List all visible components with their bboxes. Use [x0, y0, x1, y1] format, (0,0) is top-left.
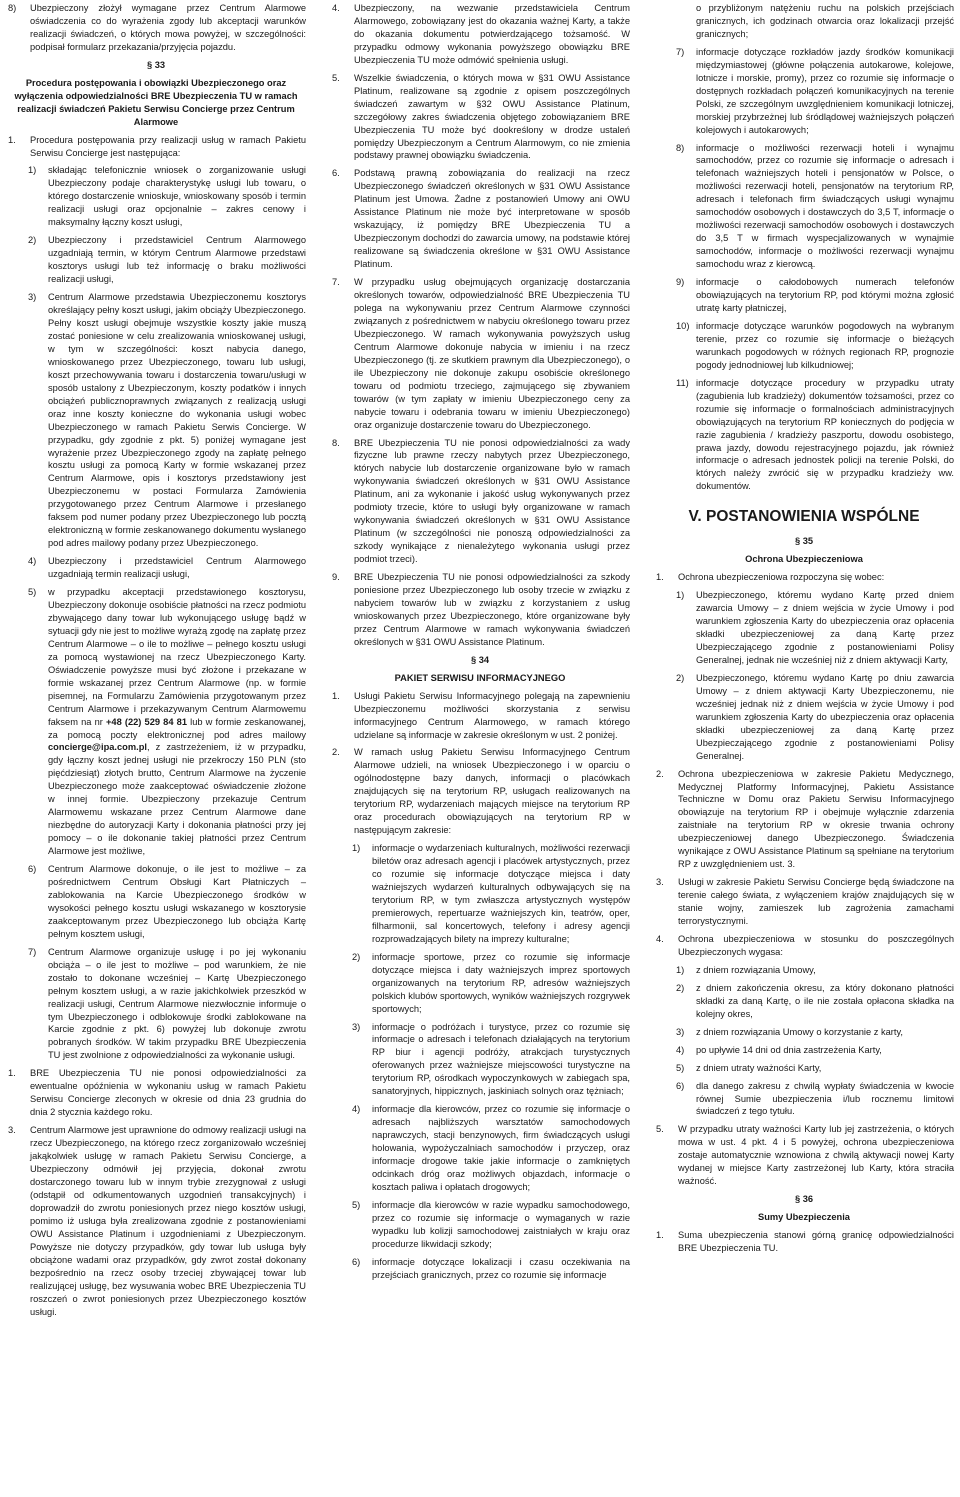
- sub-item: [654, 1062, 954, 1075]
- sub-text: informacje o całodobowych numerach telefonów obowiązujących na terytorium RP, pod którymi można zgłosić utratę karty płatniczej,: [696, 277, 954, 313]
- item-text: Centrum Alarmowe jest uprawnione do odmowy realizacji usługi na rzecz Ubezpieczonego, na którego rzecz zorganizowało wcześniej jakąkolwiek usługę w ramach Pakietu Serwisu Concierge, a Ubezpieczony odmówił jej przyjęcia, dokonał zwrotu dostarczonego towaru lub w innym trybie zrezygnował z usługi (odstąpił od odkumentowanych uzgodnień transakcyjnych) i doprowadził do zwrotu poniesionych przez niego kosztów usługi, pomimo iż usługa była zrealizowana zgodnie z postanowieniami OWU Assistance Platinum i uzgodnieniami z Ubezpieczonym. Powyższe nie dotyczy przypadków, gdy towar lub usługa były obciążone wadami oraz przypadków, gdy zwrot został dokonany bezpośrednio na rzecz osoby trzeciej zbywającej towar lub realizującej usługę, bez wysuwania wobec BRE Ubezpieczenia TU roszczeń o zwrot poniesionych przez Ubezpieczonego kosztów usługi.: [30, 1125, 306, 1317]
- item-number: 1.: [8, 134, 16, 145]
- sub-text: informacje sportowe, przez co rozumie się informacje dotyczące miejsca i daty ważniejszych imprez sportowych organizowanych na terytorium RP, adresów ważniejszych polskich klubów sportowych, wyników ważniejszych rozgrywek sportowych;: [372, 951, 630, 1014]
- sub-text: , z zastrzeżeniem, iż w przypadku, gdy łączny koszt jednej usługi nie przekroczy 150 PLN (sto pięćdziesiąt) złotych brutto, Centrum Alarmowe na życzenie Ubezpieczonego może zaakceptować oświadczenie złożone w innej formie. Ubezpieczony przekazuje Centrum Alarmowemu wskazane przez Centrum Alarmowe dane niezbędne do autoryzacji Karty i dokonania płatności przy jej pomocy – o ile dokonanie takiej płatności przez Centrum Alarmowe jest możliwe,: [48, 742, 306, 857]
- sub-item: [654, 964, 954, 977]
- sub-item: [6, 946, 306, 1063]
- section-35-number: § 35: [794, 536, 814, 547]
- sub-text: informacje o możliwości rezerwacji hoteli i wynajmu samochodów, przez co rozumie się informacje o adresach i telefonach ważniejszych hoteli i pensjonatów w Polsce, o możliwości rezerwacji hoteli, pensjonatów na terytorium RP, adresach i telefonach firm świadczących usługi wynajmu samochodów osobowych i dostawczych do 3,5 T, informacje o możliwości rezerwacji samochodów osobowych i dostawczych do 3,5 T w firmach wyspecjalizowanych w wynajmie samochodów, informacje o możliwości rezerwacji wynajmu samochodu wraz z kierowcą.: [696, 142, 954, 270]
- sub-item: [654, 1080, 954, 1119]
- sub-item: [6, 555, 306, 581]
- list-item: [6, 1067, 306, 1119]
- list-item: [330, 167, 630, 271]
- item-text: W przypadku utraty ważności Karty lub jej zastrzeżenia, o których mowa w ust. 4 pkt. 4 i 5 powyżej, ochrona ubezpieczeniowa zostaje automatycznie wznowiona z chwilą aktywacji nowej Karty wydanej w miejsce Karty zastrzeżonej lub Karty, która straciła ważność.: [678, 1124, 954, 1187]
- sub-item: [6, 164, 306, 229]
- item-number: 8.: [332, 437, 340, 448]
- item-text: Usługi Pakietu Serwisu Informacyjnego polegają na zapewnieniu Ubezpieczonemu możliwości skorzystania z serwisu informacyjnego Centrum Alarmowego, w ramach którego udzielane są informacje w zakresie określonym w ust. 2 poniżej.: [354, 690, 630, 740]
- sub-number: 10): [676, 320, 690, 331]
- sub-text: Centrum Alarmowe dokonuje, o ile jest to możliwe – za pośrednictwem Centrum Obsługi Kart Płatniczych – zablokowania na Karcie Ubezpieczonego środków w wysokości pełnego kosztu usługi wskazanego w kosztorysie zaakceptowanym przez Ubezpieczonego lub obciąża Kartę pełnym kosztem usługi,: [48, 864, 306, 939]
- sub-item: [6, 291, 306, 550]
- sub-item: [654, 377, 954, 494]
- sub-number: 1): [676, 590, 685, 601]
- item-text: Procedura postępowania przy realizacji usług w ramach Pakietu Serwisu Concierge jest następująca:: [30, 134, 306, 158]
- email-address: concierge@ipa.com.pl: [48, 742, 147, 753]
- item-number: 3.: [8, 1125, 16, 1136]
- sub-text: informacje o podróżach i turystyce, przez co rozumie się informacje o adresach i telefonach działających na terytorium RP biur i agencji podróży, atrakcjach turystycznych oferowanych przez ważniejsze miejscowości turystyczne na terytorium RP, ośrodkach wypoczynkowych w zabiegach spa, sanatoryjnych, hippicznych, jaskiniach solnych oraz tężniach;: [372, 1021, 630, 1097]
- sub-text: Centrum Alarmowe przedstawia Ubezpieczonemu kosztorys określający pełny koszt usługi, jakim obciąży Ubezpieczonego. Pełny koszt usługi obejmuje wszystkie koszty jakie muszą zostać poniesione w celu zrealizowania wnioskowanej usługi, w tym w szczególności: koszt nabycia danego, wnioskowanego przez Ubezpieczonego, towaru lub usługi, koszt przechowywania towaru i dostarczenia towaru/usługi w sposób ustalony z Ubezpieczonym, koszty podatków i innych obciążeń publicznoprawnych związanych z realizacją usługi oraz inne koszty konieczne do wykonania usługi wobec Ubezpieczonego w ramach Pakietu Serwis Concierge. W przypadku, gdy zgodnie z pkt. 5) poniżej wymagane jest wyrażenie przez Ubezpieczonego zgody na zapłatę pełnego kosztu usługi za pomocą Karty w formie wskazanej przez Centrum Alarmowe, opis i kosztorys przedstawiony jest Ubezpieczonemu w postaci Formularza Zamówienia przygotowanego przez Centrum Alarmowe i przesłanego faksem pod numer podany przez Ubezpieczonego lub pocztą elektroniczną w formie zeskanowanego dokumentu wysłanego pod adres mailowy podany przez Ubezpieczonego.: [48, 292, 306, 549]
- list-item: [654, 933, 954, 959]
- list-item: [330, 746, 630, 837]
- sub-text: po upływie 14 dni od dnia zastrzeżenia Karty,: [696, 1044, 882, 1055]
- sub-item: [330, 1199, 630, 1251]
- sub-text: Ubezpieczonego, któremu wydano Kartę przed dniem zawarcia Umowy – z dniem wejścia w życie Umowy i pod warunkiem zgłoszenia Karty do ubezpieczenia oraz opłacenia składki ubezpieczeniowej za daną Kartę przez Ubezpieczającego zgodnie z postanowieniami Polisy Generalnej, jednak nie wcześniej niż z dniem aktywacji Karty,: [696, 590, 954, 665]
- sub-text: z dniem rozwiązania Umowy o korzystanie z karty,: [696, 1026, 904, 1037]
- sub-item: [330, 842, 630, 946]
- item-text: Usługi w zakresie Pakietu Serwisu Concierge będą świadczone na terenie całego świata, z wyłączeniem krajów znajdujących się w stanie wojny, zamieszek lub zagrożenia zamachami terrorystycznymi.: [678, 877, 954, 927]
- item-number: 4.: [656, 934, 664, 944]
- item-number: 5.: [656, 1124, 664, 1135]
- sub-text: z dniem utraty ważności Karty,: [696, 1062, 822, 1073]
- sub-number: 2): [352, 951, 361, 962]
- item-text: BRE Ubezpieczenia TU nie ponosi odpowiedzialności za wady fizyczne lub prawne rzeczy nabytych przez Ubezpieczonego, których nabycie lub dostarczenie organizowane było w ramach wykonywania świadczeń określonych w §31 OWU Assistance Platinum, ani za wykonanie i jakość usług wykonywanych przez podmioty trzecie, które to usługi były organizowane w ramach wykonywania świadczeń określonych w §31 OWU Assistance Platinum (w szczególności nie ponoszą odpowiedzialności za szkody wynikające z nienależytego wykonania usługi przez podmiot trzeci).: [354, 437, 630, 565]
- list-item: [654, 1123, 954, 1188]
- sub-number: 3): [28, 292, 37, 303]
- sub-number: 1): [676, 964, 685, 975]
- sub-number: 2): [676, 672, 685, 683]
- sub-text: dla danego zakresu z chwilą wypłaty świadczenia w kwocie równej Sumie ubezpieczenia i/lub rocznemu limitowi świadczeń z tego tytułu.: [696, 1080, 954, 1117]
- sub-item-continued: [654, 2, 954, 41]
- sub-number: 11): [676, 377, 689, 388]
- sub-item: [654, 672, 954, 763]
- sub-number: 2): [28, 235, 37, 246]
- sub-number: 5): [352, 1199, 361, 1210]
- section-34-number: § 34: [470, 654, 490, 665]
- item-number: 5.: [332, 72, 340, 83]
- section-35-title: Ochrona Ubezpieczeniowa: [745, 554, 863, 565]
- list-item: [330, 571, 630, 649]
- item-number: 7.: [332, 277, 340, 288]
- item-number: 1.: [656, 1230, 664, 1241]
- item-text: Ubezpieczony, na wezwanie przedstawiciela Centrum Alarmowego, zobowiązany jest do okazania ważnej Karty, a także do okazania dokumentu potwierdzającego tożsamość. W przypadku odmowy wykonania powyższego obowiązku BRE Ubezpieczenia TU może odmówić spełnienia usługi.: [354, 3, 630, 65]
- item-number: 3.: [656, 877, 664, 888]
- sub-text: informacje o wydarzeniach kulturalnych, możliwości rezerwacji biletów oraz adresach agencji i placówek artystycznych, przez co rozumie się informacje dotyczące miejsca i daty ważniejszych wydarzeń kulturalnych odbywających się na terytorium RP, w tym zwłaszcza artystycznych występów premierowych, repertuarze ważniejszych kin, teatrów, oper, filharmonii, sal koncertowych, telefony i adresy agencji rozprowadzających bilety na imprezy kulturalne;: [372, 843, 630, 944]
- section-33-number: § 33: [146, 59, 166, 70]
- section-36-title: Sumy Ubezpieczenia: [758, 1212, 850, 1223]
- item-text: W przypadku usług obejmujących organizację dostarczania określonych towarów, odpowiedzialność BRE Ubezpieczenia TU polega na wykonywaniu przez Centrum Alarmowe czynności związanych z pośrednictwem w nabyciu określonego towaru przez Ubezpieczonego. W ramach wykonywania powyższych usług Centrum Alarmowe dokonuje nabycia w imieniu i na rzecz Ubezpieczonego (tj. ze skutkiem prawnym dla Ubezpieczonego), o ile Ubezpieczony nie dokonuje zakupu osobiście określonego towaru od podmiotu trzeciego, zajmującego się zbywaniem towarów (w tym zapłaty w imieniu Ubezpieczonego ceny za nabycie towaru i odebrania towaru w imieniu Ubezpieczonego) oraz organizuje dostarczenie towaru do Ubezpieczonego.: [354, 277, 630, 430]
- item-text: W ramach usług Pakietu Serwisu Informacyjnego Centrum Alarmowe udzieli, na wniosek Ubezpieczonego i w oparciu o ogólnodostępne bazy danych, informacji o placówkach znajdujących się na terytorium RP, usługach realizowanych na terytorium RP, wydarzeniach mających miejsce na terytorium RP oraz procedurach obowiązujących na terytorium RP w następującym zakresie:: [354, 747, 630, 836]
- list-item: [330, 437, 630, 567]
- sub-text: informacje dotyczące warunków pogodowych na wybranym terenie, przez co rozumie się informacje o bieżących warunkach pogodowych w różnych regionach RP, prognozie pogody jednodniowej lub kilkudniowej;: [696, 320, 954, 370]
- item-number: 8): [8, 3, 17, 13]
- sub-item: [654, 276, 954, 315]
- sub-number: 5): [676, 1062, 685, 1073]
- sub-item: [654, 1044, 954, 1057]
- sub-item: [330, 1256, 630, 1282]
- sub-number: 6): [28, 864, 37, 875]
- item-text: Wszelkie świadczenia, o których mowa w §31 OWU Assistance Platinum, realizowane są zgodnie z opisem poszczególnych świadczeń zawartym w §32 OWU Assistance Platinum, szczegółowy zakres świadczenia objętego zobowiązaniem BRE Ubezpieczenia TU może być dookreślony w drodze ustaleń pomiędzy Ubezpieczonym a Centrum Alarmowym, co nie zmienia podstawy prawnej obowiązku świadczenia.: [354, 72, 630, 161]
- sub-item: [654, 46, 954, 137]
- item-text: Ochrona ubezpieczeniowa w stosunku do poszczególnych Ubezpieczonych wygasa:: [678, 934, 954, 957]
- list-item: [330, 276, 630, 431]
- item-text: Suma ubezpieczenia stanowi górną granicę odpowiedzialności BRE Ubezpieczenia TU.: [678, 1230, 954, 1254]
- sub-text: z dniem rozwiązania Umowy,: [696, 964, 816, 975]
- item-number: 2.: [656, 768, 664, 779]
- item-number: 1.: [8, 1068, 16, 1079]
- list-item: [654, 571, 954, 584]
- sub-item: [654, 1026, 954, 1039]
- item-text: Podstawą prawną zobowiązania do realizacji na rzecz Ubezpieczonego świadczeń określonych w §31 OWU Assistance Platinum jest Umowa. Żadne z postanowień Umowy ani OWU Assistance Platinum nie może być interpretowane w sposób wskazujący, iż pomiędzy BRE Ubezpieczenia TU a Ubezpieczonym dochodzi do zawarcia umowy, na podstawie której realizowane są świadczenia określone w §31 OWU Assistance Platinum.: [354, 168, 630, 270]
- item-text: Ochrona ubezpieczeniowa rozpoczyna się wobec:: [678, 572, 885, 583]
- item-number: 2.: [332, 747, 340, 758]
- sub-item: [6, 586, 306, 858]
- sub-number: 3): [352, 1021, 361, 1032]
- item-number: 4.: [332, 3, 340, 13]
- sub-text: składając telefonicznie wniosek o zorganizowanie usługi Ubezpieczony podaje charakterystykę usługi lub towaru, o którego dostarczenie wnioskuje, wnioskowany sposób i termin realizacji usługi oraz opcjonalnie – zakres cenowy i maksymalny łączny koszt usługi,: [48, 165, 306, 228]
- sub-text: informacje dotyczące lokalizacji i czasu oczekiwania na przejściach granicznych, przez co rozumie się informacje: [372, 1256, 630, 1280]
- sub-text: Centrum Alarmowe organizuje usługę i po jej wykonaniu obciąża – o ile jest to możliwe – pod warunkiem, że nie zostało to dokonane wcześniej – Kartę Ubezpieczonego pełnym kosztem usługi, a w razie jakichkolwiek przeszkód w realizacji usługi, Centrum Alarmowe niezwłocznie informuje o tym Ubezpieczonego i odblokowuje środki zablokowane na Karcie zgodnie z pkt. 6) powyżej lub dokonuje zwrotu pobranych środków. W takim przypadku BRE Ubezpieczenia TU jest zwolnione z odpowiedzialności za wykonanie usługi.: [48, 946, 306, 1061]
- sub-text: informacje dla kierowców w razie wypadku samochodowego, przez co rozumie się informacje o wymaganych w razie wypadku lub kolizji samochodowej zaistniałych w kraju oraz procedurze likwidacji szkody;: [372, 1199, 630, 1249]
- list-item: [654, 1229, 954, 1255]
- sub-item: [654, 589, 954, 667]
- item-number: 1.: [332, 690, 340, 701]
- item-text: Ubezpieczony złożył wymagane przez Centrum Alarmowe oświadczenia co do wyrażenia zgody lub akceptacji warunków realizacji świadczeń, o których mowa powyżej, w szczególności: podpisał formularz przekazania/przyjęcia pojazdu.: [30, 3, 306, 52]
- sub-text: informacje dotyczące rozkładów jazdy środków komunikacji międzymiastowej (główne połączenia autokarowe, kolejowe, lotnicze i morskie, promy), przez co rozumie się informacje o dostępnych rozkładach połączeń komunikacyjnych na terenie Polski, ze szczególnym uwzględnieniem komunikacji lotniczej, morskiej przybrzeżnej lub śródlądowej ważniejszych połączeń kolejowych i autokarowych;: [696, 46, 954, 135]
- list-item: [654, 876, 954, 928]
- sub-number: 9): [676, 277, 685, 288]
- list-item: [6, 1124, 306, 1318]
- sub-text: o przybliżonym natężeniu ruchu na polskich przejściach granicznych, ich godzinach otwarcia oraz lokalizacji przejść granicznych;: [696, 3, 954, 39]
- sub-text: informacje dotyczące procedury w przypadku utraty (zagubienia lub kradzieży) dokumentów tożsamości, przez co rozumie się informacje o formalnościach administracyjnych obowiązujących na terytorium RP koniecznych do podjęcia w razie zagubienia / kradzieży paszportu, dowodu osobistego, prawa jazdy, dowodu rejestracyjnego pojazdu, jak również informacje o adresach jednostek policji na terenie Polski, do których należy zwrócić się w przypadku kradzieży ww. dokumentów.: [696, 377, 954, 492]
- item-number: 1.: [656, 572, 664, 583]
- sub-number: 7): [28, 946, 37, 957]
- part-title: V. POSTANOWIENIA WSPÓLNE: [688, 508, 920, 526]
- item-number: 9.: [332, 572, 340, 583]
- list-item: [6, 134, 306, 160]
- sub-item: [6, 863, 306, 941]
- sub-item: [330, 1021, 630, 1099]
- sub-number: 4): [676, 1044, 685, 1055]
- sub-item: [654, 142, 954, 272]
- sub-number: 4): [352, 1104, 361, 1115]
- sub-number: 7): [676, 46, 685, 57]
- sub-number: 3): [676, 1026, 685, 1037]
- sub-text: Ubezpieczonego, któremu wydano Kartę po dniu zawarcia Umowy – z dniem aktywacji Karty Ubezpieczonemu, nie wcześniej jednak niż z dniem wejścia w życie Umowy i pod warunkiem zgłoszenia Karty do ubezpieczenia oraz opłacenia składki ubezpieczeniowej za daną Kartę przez Ubezpieczającego zgodnie z postanowieniami Polisy Generalnej.: [696, 672, 954, 761]
- column-left: [6, 2, 306, 1323]
- sub-item: [330, 951, 630, 1016]
- sub-number: 4): [28, 556, 37, 567]
- item-text: Ochrona ubezpieczeniowa w zakresie Pakietu Medycznego, Medycznej Platformy Informacyjnej, Pakietu Assistance Techniczne w Domu oraz Pakietu Serwisu Informacyjnego obowiązuje na terytorium RP i obejmuje wyłącznie zdarzenia zaistniałe na terytorium RP w okresie trwania ochrony ubezpieczeniowej danego Ubezpieczonego. Świadczenia wynikające z OWU Assistance Platinum są spełniane na terytorium RP z uwzględnieniem ust. 3.: [678, 768, 954, 870]
- list-item: [330, 690, 630, 742]
- sub-text: Ubezpieczony i przedstawiciel Centrum Alarmowego uzgadniają termin realizacji usługi,: [48, 556, 306, 580]
- section-36-number: § 36: [794, 1194, 814, 1205]
- sub-item: [330, 1103, 630, 1194]
- sub-number: 8): [676, 142, 685, 153]
- column-right: [654, 2, 954, 1260]
- list-item: [330, 2, 630, 67]
- sub-number: 1): [352, 843, 361, 854]
- sub-text: lub w formie zeskanowanej, za pomocą poczty elektronicznej pod adres mailowy: [48, 716, 306, 740]
- sub-number: 5): [28, 587, 37, 598]
- sub-text: Ubezpieczony i przedstawiciel Centrum Alarmowego uzgadniają termin, w którym Centrum Alarmowe przedstawi kosztorys usługi lub też informację o braku możliwości realizacji usługi,: [48, 235, 306, 285]
- sub-number: 6): [676, 1080, 685, 1091]
- sub-text: informacje dla kierowców, przez co rozumie się informacje o adresach najbliższych warsztatów samochodowych naprawczych, stacji benzynowych, firm świadczących usługi holowania, wypożyczalniach samochodów i przyczep, oraz informacje drogowe takie jakie informacje o zamkniętych odcinkach dróg oraz możliwych objazdach, informacje o kosztach paliwa i opłatach drogowych;: [372, 1104, 630, 1192]
- sub-text: z dniem zakończenia okresu, za który dokonano płatności składki za daną Kartę, o ile nie została opłacona składka na kolejny okres,: [696, 982, 954, 1019]
- sub-number: 1): [28, 165, 37, 176]
- list-item: [330, 72, 630, 163]
- section-33-title: Procedura postępowania i obowiązki Ubezpieczonego oraz wyłączenia odpowiedzialności BRE Ubezpieczenia TU w ramach realizacji świadczeń Pakietu Serwisu Concierge przez Centrum Alarmowe: [14, 77, 298, 127]
- sub-number: 2): [676, 982, 685, 993]
- item-text: BRE Ubezpieczenia TU nie ponosi odpowiedzialności za ewentualne opóźnienia w wykonaniu usług w ramach Pakietu Serwisu Concierge zleconych w okresie od dnia 23 grudnia do dnia 2 stycznia każdego roku.: [30, 1068, 306, 1118]
- list-item: [654, 768, 954, 872]
- sub-number: 6): [352, 1256, 361, 1267]
- sub-text: w przypadku akceptacji przedstawionego kosztorysu, Ubezpieczony dokonuje osobiście płatności na rzecz podmiotu zbywającego dany towar lub wykonującego usługę bądź w sytuacji gdy nie jest to możliwe wyrażą zgodę na zapłatę przez Centrum Alarmowe – o ile to możliwe – pełnego kosztu usługi za pomocą wystawionej na rzecz Ubezpieczonego Karty. Oświadczenie powyższe musi być złożone i przekazane w formie wskazanej przez Centrum Alarmowe (np. w formie pisemnej, na Formularzu Zamówienia przygotowanym przez Centrum Alarmowe i przekazywanym Centrum Alarmowemu faksem na nr: [48, 587, 306, 727]
- sub-item: [6, 234, 306, 286]
- fax-number: +48 (22) 529 84 81: [105, 716, 187, 727]
- item-text: BRE Ubezpieczenia TU nie ponosi odpowiedzialności za szkody poniesione przez Ubezpieczonego lub osoby trzecie w związku z nabyciem towarów lub w związku z korzystaniem z usług wnioskowanych przez Ubezpieczonego, które organizowane były przez Centrum Alarmowe w ramach wykonywania świadczeń określonych w §31 OWU Assistance Platinum.: [354, 572, 630, 647]
- column-middle: [330, 2, 630, 1287]
- list-item: [6, 2, 306, 54]
- item-number: 6.: [332, 168, 340, 179]
- sub-item: [654, 982, 954, 1021]
- sub-item: [654, 320, 954, 372]
- section-34-title: PAKIET SERWISU INFORMACYJNEGO: [394, 672, 566, 683]
